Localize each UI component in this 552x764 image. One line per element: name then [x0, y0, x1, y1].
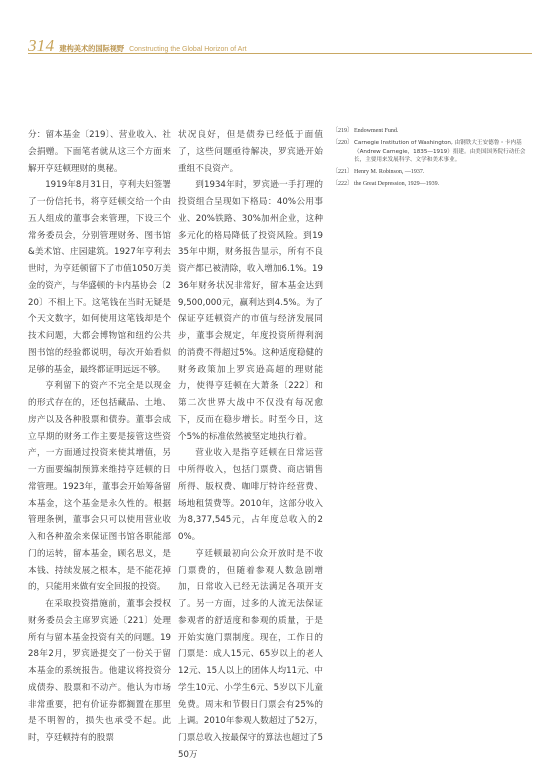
footnote-number: 〔219〕 [332, 128, 354, 134]
header-rule [28, 53, 532, 54]
footnote-number: 〔222〕 [332, 181, 354, 188]
footnote [332, 139, 532, 165]
paragraph: 营业收入是指亨廷顿在日常运营中所得收入，包括门票费、商店销售所得、版权费、咖啡厅特许经营费、场地租赁费等。2010年，这部分收入为8,377,545元，占年度总收入的20%。 [178, 448, 323, 542]
footnote-number: 〔221〕 [332, 169, 354, 176]
running-title-english: Constructing the Global Horizon of Art [129, 46, 247, 53]
footnotes-column [332, 127, 532, 192]
paragraph: 分：留本基金〔219〕、营业收入、社会捐赠。下面笔者就从这三个方面来解开亨廷顿理财的奥秘。 [28, 130, 171, 174]
body-column-2 [178, 127, 323, 764]
footnote-text: the Great Depression, 1929—1939. [354, 181, 440, 188]
footnote-text: Henry M. Robinson, —1937. [354, 169, 425, 176]
footnote [332, 180, 532, 189]
footnote-number: 〔220〕 [332, 139, 354, 146]
running-title-chinese: 建构美术的国际视野 [59, 44, 125, 53]
paragraph: 在采取投资措施前，董事会授权财务委员会主席罗宾逊〔221〕处理所有与留本基金投资有关的问题。1928年2月，罗宾逊提交了一份关于留本基金的系统报告。他建议将投资分成债券、股票和不动产。他认为市场非常重要，把有价证券都搁置在那里是不明智的，损失也承受不起。此时，亨廷顿持有的股票 [28, 599, 171, 743]
footnote-text: Endowment Fund. [354, 128, 399, 134]
paragraph: 亨利留下的资产不完全是以现金的形式存在的，还包括藏品、土地、房产以及各种股票和债券。董事会成立早期的财务工作主要是接管这些资产，一方面通过投资来使其增值，另一方面要编制预算来维持亨廷顿的日常管理。1923年，董事会开始筹备留本基金，这个基金是永久性的。根据管理条例，董事会只可以使用营业收入和各种盈余来保证图书馆各职能部门的运转，留本基金，顾名思义，是本钱、持续发展之根本，是不能花掉的，只能用来做有安全回报的投资。 [28, 381, 171, 593]
footnote-text: Carnegie Institution of Washington, 由钢铁大王安德鲁・卡内基（Andrew Carnegie，1835—1919）捐建。由美国国务院行动任会长，主要用来发展科学、文学和美术事业。 [354, 139, 526, 164]
body-column-1 [28, 127, 171, 747]
paragraph: 1919年8月31日，亨利夫妇签署了一份信托书，将亨廷顿交给一个由五人组成的董事会来管理，下设三个常务委员会，分别管理财务、图书馆&美术馆、庄园建筑。1927年亨利去世时，为亨廷顿留下了市值1050万美金的资产，与华盛顿的卡内基协会〔220〕不相上下。这笔钱在当时无疑是个天文数字，如何使用这笔钱却是个技术问题，大都会博物馆和纽约公共图书馆的经验都说明，每次开始看似足够的基金，最终都证明远远不够。 [28, 180, 171, 375]
footnote [332, 127, 532, 136]
page-number: 314 [28, 36, 55, 55]
paragraph: 状况良好，但是债券已经低于面值了，这些问题亟待解决，罗宾逊开始重组不良资产。 [178, 130, 323, 174]
paragraph: 亨廷顿最初向公众开放时是不收门票费的，但随着参观人数急剧增加，日常收入已经无法满足各项开支了。另一方面，过多的人流无法保证参观者的舒适度和参观的质量，于是开始实施门票制度。现在，工作日的门票是：成人15元、65岁以上的老人12元、15人以上的团体人均11元、中学生10元、小学生6元、5岁以下儿童免费。周末和节假日门票会有25%的上调。2010年参观人数超过了52万，门票总收入按最保守的算法也超过了550万 [178, 548, 323, 760]
paragraph: 到1934年时，罗宾逊一手打理的投资组合呈现如下格局：40%公用事业、20%铁路、30%加州企业，这种多元化的格局降低了投资风险。到1935年中期，财务报告显示，所有不良资产都已被清除，收入增加6.1%。1936年财务状况非常好，留本基金达到9,500,000元，赢利达到4.5%。为了保证亨廷顿资产的市值与经济发展同步，董事会规定，年度投资所得利润的消费不得超过5%。这种适度稳健的财务政策加上罗宾逊高超的理财能力，使得亨廷顿在大萧条〔222〕和第二次世界大战中不仅没有每况愈下，反而在稳步增长。时至今日，这个5%的标准依然被坚定地执行着。 [178, 180, 323, 442]
footnote [332, 168, 532, 177]
